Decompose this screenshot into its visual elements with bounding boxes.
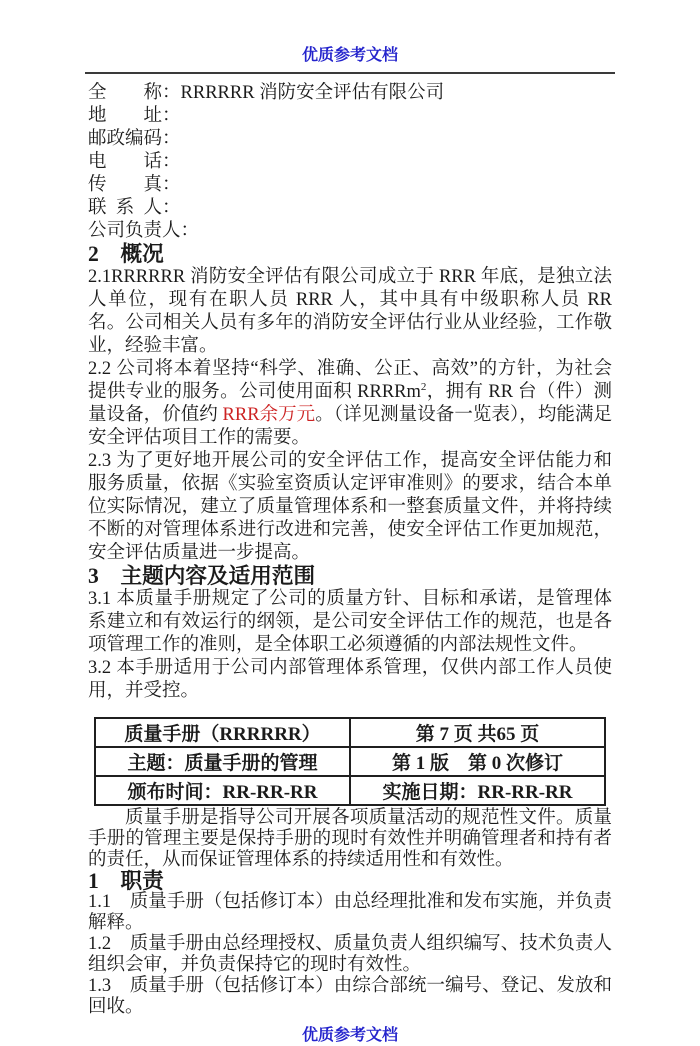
- field-label: 电话: [88, 152, 162, 172]
- field-label: 地址: [88, 106, 162, 126]
- paragraph-1-1: 1.1 质量手册（包括修订本）由总经理批准和发布实施，并负责解释。: [88, 892, 612, 933]
- field-address: [88, 105, 612, 128]
- field-label: 全称: [88, 83, 162, 103]
- field-postal-code: [88, 128, 612, 151]
- field-company-head: [88, 220, 612, 243]
- manual-title-cell: 质量手册（RRRRRR）: [95, 718, 350, 747]
- paragraph-2-2-text: 2.2 公司将本着坚持“科学、准确、公正、高效”的方针，为社会提供专业的服务。公司使用面积 RRRRm: [88, 359, 612, 402]
- field-label: 公司负责人: [88, 221, 181, 241]
- header-divider: [85, 72, 615, 74]
- table-row: [95, 776, 605, 805]
- issue-date-cell: 颁布时间：RR-RR-RR: [95, 776, 350, 805]
- paragraph-2-1: 2.1RRRRRR 消防安全评估有限公司成立于 RRR 年底，是独立法人单位，现有在职人员 RRR 人，其中具有中级职称人员 RR 名。公司相关人员有多年的消防安全评估行业从业经验，工作敬业，经验丰富。: [88, 267, 612, 356]
- table-row: [95, 718, 605, 747]
- paragraph-2-2-text: ，拥有 RR 台（件）测量设备，价值约: [88, 382, 612, 425]
- field-company-name: [88, 82, 612, 105]
- paragraph-3-2: 3.2 本手册适用于公司内部管理体系管理，仅供内部工作人员使用，并受控。: [88, 658, 612, 701]
- paragraph-1-3: 1.3 质量手册（包括修订本）由综合部统一编号、登记、发放和回收。: [88, 976, 612, 1017]
- field-separator: ：: [180, 221, 200, 241]
- field-label: 传真: [88, 175, 162, 195]
- field-phone: [88, 151, 612, 174]
- page-header-watermark: 优质参考文档: [301, 47, 398, 64]
- field-value: RRRRRR 消防安全评估有限公司: [180, 83, 445, 103]
- field-separator: ：: [162, 198, 181, 218]
- manual-header-table: [94, 717, 606, 806]
- paragraph-1-2: 1.2 质量手册由总经理授权、质量负责人组织编写、技术负责人组织会审，并负责保持它的现时有效性。: [88, 934, 612, 975]
- page-footer-watermark: 优质参考文档: [301, 1027, 398, 1044]
- document-body-upper: [88, 82, 612, 703]
- effective-date-cell: 实施日期：RR-RR-RR: [350, 776, 605, 805]
- field-label: 联系人: [88, 198, 162, 218]
- heading-duties: 1 职责: [88, 869, 164, 893]
- paragraph-2-2-highlight: RRR余万元: [222, 405, 316, 425]
- field-label: 邮政编码: [88, 129, 163, 149]
- table-row: [95, 747, 605, 776]
- field-fax: [88, 174, 612, 197]
- paragraph-2-2-text: 。（详见测量设备一览表），均能满足安全评估项目工作的需要。: [88, 405, 612, 448]
- paragraph-2-3: 2.3 为了更好地开展公司的安全评估工作，提高安全评估能力和服务质量，依据《实验室资质认定评审准则》的要求，结合本单位实际情况，建立了质量管理体系和一整套质量文件，并将持续不断的对管理体系进行改进和完善，使安全评估工作更加规范，安全评估质量进一步提高。: [88, 451, 612, 563]
- field-separator: ：: [162, 152, 181, 172]
- revision-cell: 第 1 版 第 0 次修订: [350, 747, 605, 776]
- field-separator: ：: [162, 83, 181, 103]
- heading-overview: 2 概况: [88, 242, 164, 266]
- field-contact-person: [88, 197, 612, 220]
- field-separator: ：: [162, 106, 181, 126]
- page-number-cell: 第 7 页 共65 页: [350, 718, 605, 747]
- heading-scope: 3 主题内容及适用范围: [88, 564, 316, 588]
- subject-cell: 主题：质量手册的管理: [95, 747, 350, 776]
- field-separator: ：: [162, 129, 181, 149]
- superscript-square-meter: 2: [420, 380, 427, 393]
- paragraph-2-2: [88, 358, 612, 450]
- paragraph-3-1: 3.1 本质量手册规定了公司的质量方针、目标和承诺，是管理体系建立和有效运行的纲领，是公司安全评估工作的规范，也是各项管理工作的准则，是全体职工必须遵循的内部法规性文件。: [88, 589, 612, 655]
- manual-header-table-wrap: [94, 717, 606, 806]
- paragraph-manual-intro: 质量手册是指导公司开展各项质量活动的规范性文件。质量手册的管理主要是保持手册的现时有效性并明确管理者和持有者的责任，从而保证管理体系的持续适用性和有效性。: [88, 808, 612, 870]
- field-separator: ：: [162, 175, 181, 195]
- document-body-lower: [88, 808, 612, 1018]
